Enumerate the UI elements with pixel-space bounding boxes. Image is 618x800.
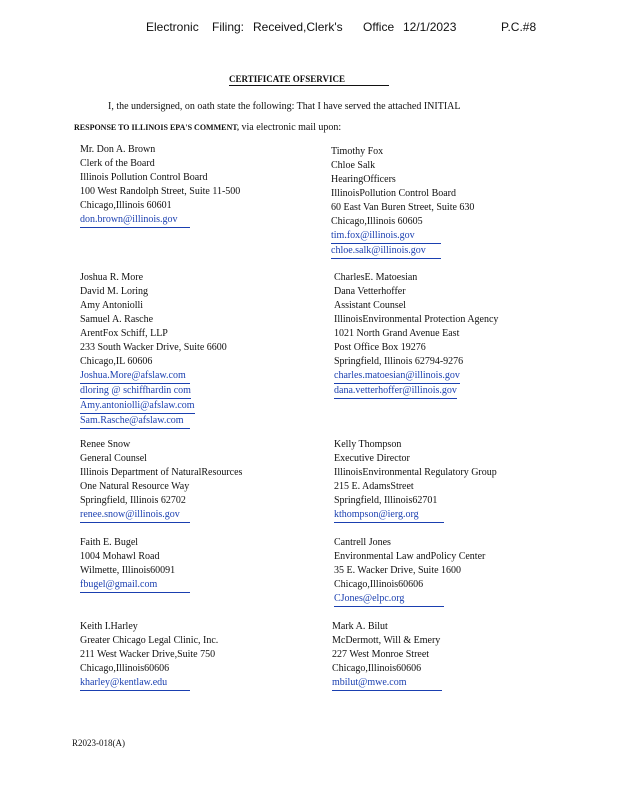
recipient-block — [80, 620, 218, 691]
email-line — [80, 676, 218, 691]
header-office: Office — [363, 20, 395, 34]
header-date: 12/1/2023 — [403, 20, 457, 34]
address-line: IllinoisEnvironmental Protection Agency — [334, 314, 499, 325]
recipient-block — [80, 438, 242, 523]
email-link[interactable]: chloe.salk@illinois.gov — [331, 244, 441, 259]
address-line: Springfield, Illinois62701 — [334, 495, 438, 506]
email-link[interactable]: dana.vetterhoffer@illinois.gov — [334, 384, 457, 399]
header-received: Received,Clerk's — [253, 20, 343, 34]
certificate-title: CERTIFICATE OFSERVICE — [229, 74, 389, 86]
document-title: RESPONSE TO ILLINOIS EPA'S COMMENT, — [74, 123, 239, 132]
recipient-block — [80, 271, 227, 429]
email-link[interactable]: fbugel@gmail.com — [80, 578, 190, 593]
page-header — [0, 20, 618, 38]
address-line: 233 South Wacker Drive, Suite 6600 — [80, 342, 227, 353]
address-line: Mark A. Bilut — [332, 621, 388, 632]
address-line: David M. Loring — [80, 286, 149, 297]
email-line — [334, 369, 498, 384]
email-line — [331, 229, 474, 244]
address-line: Joshua R. More — [80, 272, 144, 283]
address-line: Kelly Thompson — [334, 439, 402, 450]
email-link[interactable]: mbilut@mwe.com — [332, 676, 442, 691]
address-line: Cantrell Jones — [334, 537, 391, 548]
email-line — [334, 592, 485, 607]
address-line: Springfield, Illinois 62702 — [80, 495, 186, 506]
recipient-block — [334, 536, 485, 607]
email-link[interactable]: Joshua.More@afslaw.com — [80, 369, 190, 384]
address-line: 35 E. Wacker Drive, Suite 1600 — [334, 565, 462, 576]
address-line: General Counsel — [80, 453, 147, 464]
email-line — [80, 508, 242, 523]
address-line: 100 West Randolph Street, Suite 11-500 — [80, 186, 241, 197]
email-link[interactable]: tim.fox@illinois.gov — [331, 229, 441, 244]
address-line: Chicago,IL 60606 — [80, 356, 153, 367]
address-line: Chicago,Illinois60606 — [332, 663, 422, 674]
address-line: 227 West Monroe Street — [332, 649, 430, 660]
address-line: Greater Chicago Legal Clinic, Inc. — [80, 635, 219, 646]
email-line — [80, 578, 190, 593]
address-line: Mr. Don A. Brown — [80, 144, 156, 155]
address-line: 215 E. AdamsStreet — [334, 481, 414, 492]
intro-line-2-rest: via electronic mail upon: — [241, 122, 342, 133]
recipient-block — [80, 536, 190, 593]
header-pc: P.C.#8 — [501, 20, 537, 34]
address-line: Executive Director — [334, 453, 410, 464]
recipient-block — [332, 620, 442, 691]
address-line: Amy Antoniolli — [80, 300, 144, 311]
address-line: One Natural Resource Way — [80, 481, 190, 492]
email-link[interactable]: kthompson@ierg.org — [334, 508, 444, 523]
address-line: Environmental Law andPolicy Center — [334, 551, 486, 562]
email-link[interactable]: charles.matoesian@illinois.gov — [334, 369, 460, 384]
email-line — [332, 676, 442, 691]
email-link[interactable]: dloring @ schiffhardin com — [80, 384, 191, 399]
address-line: ArentFox Schiff, LLP — [80, 328, 168, 339]
address-line: Chicago,Illinois60606 — [80, 663, 170, 674]
address-line: Assistant Counsel — [334, 300, 406, 311]
email-line — [334, 508, 497, 523]
address-line: McDermott, Will & Emery — [332, 635, 441, 646]
address-line: Clerk of the Board — [80, 158, 155, 169]
header-electronic: Electronic — [146, 20, 199, 34]
recipient-block — [334, 438, 497, 523]
address-line: Wilmette, Illinois60091 — [80, 565, 176, 576]
address-line: IllinoisEnvironmental Regulatory Group — [334, 467, 497, 478]
address-line: Illinois Pollution Control Board — [80, 172, 208, 183]
address-line: Dana Vetterhoffer — [334, 286, 406, 297]
address-line: Illinois Department of NaturalResources — [80, 467, 243, 478]
email-link[interactable]: kharley@kentlaw.edu — [80, 676, 190, 691]
address-line: Chicago,Illinois 60601 — [80, 200, 172, 211]
email-line — [80, 213, 240, 228]
email-line — [331, 244, 474, 259]
email-line — [80, 414, 227, 429]
intro-line-2 — [74, 122, 341, 133]
email-line — [334, 384, 498, 399]
address-line: Post Office Box 19276 — [334, 342, 426, 353]
email-line — [80, 399, 227, 414]
address-line: 1021 North Grand Avenue East — [334, 328, 460, 339]
recipient-block — [80, 143, 240, 228]
address-line: Chicago,Illinois 60605 — [331, 216, 423, 227]
email-link[interactable]: don.brown@illinois.gov — [80, 213, 190, 228]
email-line — [80, 369, 227, 384]
address-line: CharlesE. Matoesian — [334, 272, 418, 283]
email-link[interactable]: Amy.antoniolli@afslaw.com — [80, 399, 195, 414]
address-line: HearingOfficers — [331, 174, 396, 185]
address-line: Chloe Salk — [331, 160, 376, 171]
address-line: IllinoisPollution Control Board — [331, 188, 457, 199]
address-line: 211 West Wacker Drive,Suite 750 — [80, 649, 216, 660]
email-link[interactable]: Sam.Rasche@afslaw.com — [80, 414, 190, 429]
address-line: 1004 Mohawl Road — [80, 551, 160, 562]
intro-line-1: I, the undersigned, on oath state the following: That I have served the attached INITIAL — [108, 101, 461, 112]
address-line: Springfield, Illinois 62794-9276 — [334, 356, 464, 367]
email-link[interactable]: renee.snow@illinois.gov — [80, 508, 190, 523]
address-line: Chicago,Illinois60606 — [334, 579, 424, 590]
address-line: Renee Snow — [80, 439, 131, 450]
address-line: Faith E. Bugel — [80, 537, 139, 548]
email-link[interactable]: CJones@elpc.org — [334, 592, 444, 607]
recipient-block — [334, 271, 498, 399]
docket-number: R2023-018(A) — [72, 738, 125, 748]
email-line — [80, 384, 227, 399]
address-line: Keith I.Harley — [80, 621, 138, 632]
header-filing: Filing: — [212, 20, 245, 34]
recipient-block — [331, 145, 474, 259]
address-line: 60 East Van Buren Street, Suite 630 — [331, 202, 475, 213]
address-line: Timothy Fox — [331, 146, 384, 157]
address-line: Samuel A. Rasche — [80, 314, 154, 325]
